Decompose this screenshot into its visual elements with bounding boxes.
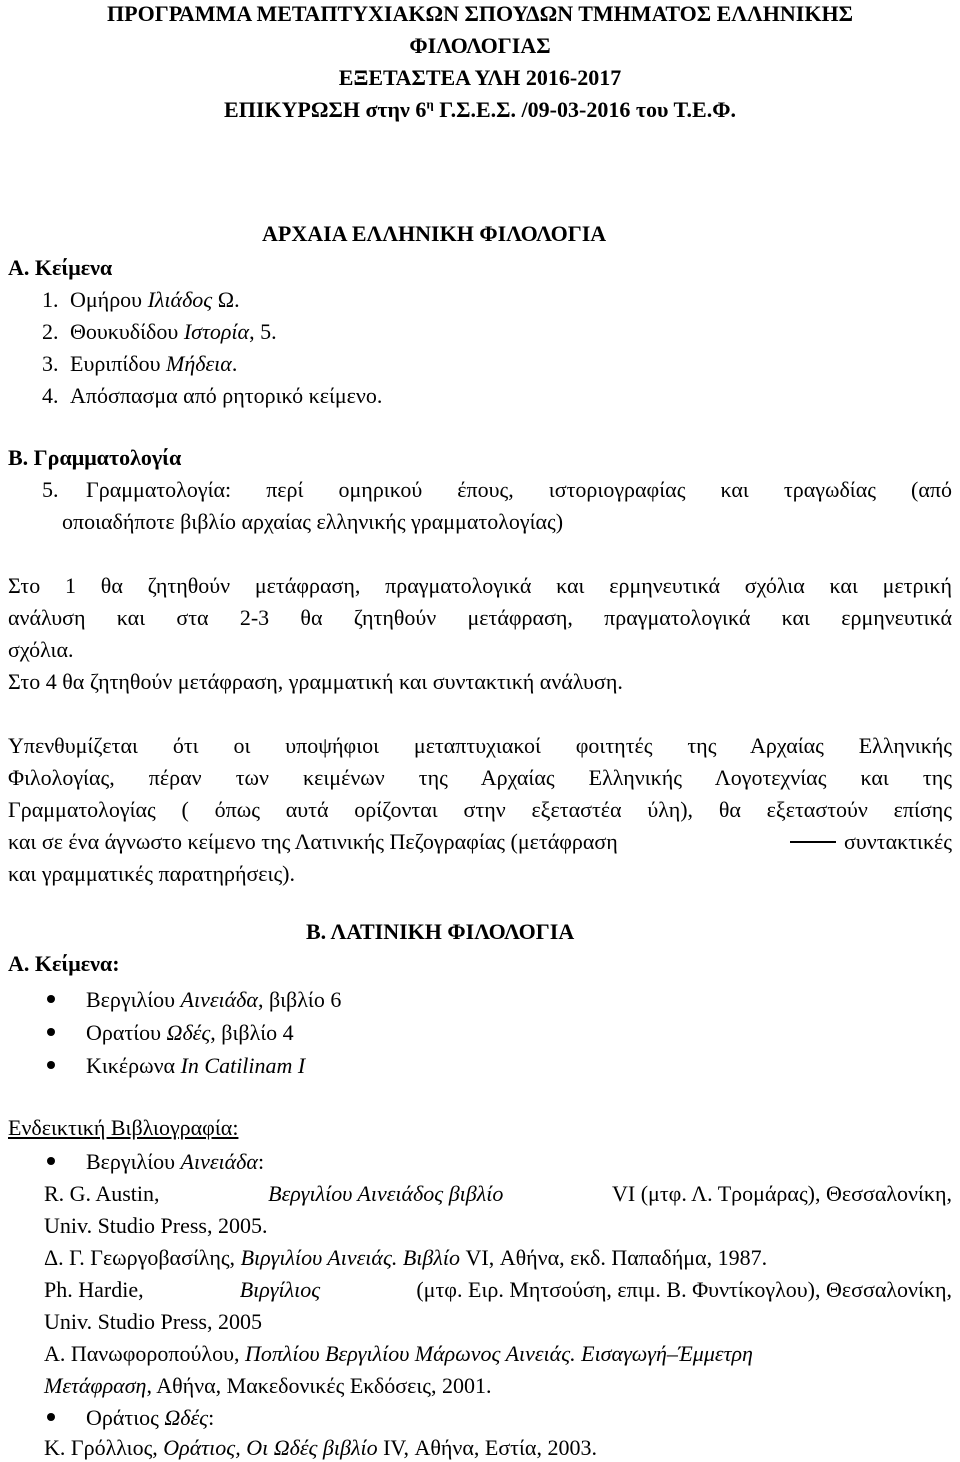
bibliography-heading: Ενδεικτική Βιβλιογραφία: [8,1115,239,1140]
paragraph-2-line-1: Στο 4 θα ζητηθούν μετάφραση, γραμματική και συντακτική ανάλυση. [8,669,623,694]
ref-title: Βιργίλιος [239,1277,321,1302]
ref-title: Βεργιλίου Αινειάδος βιβλίο [268,1181,504,1206]
item-author: Κικέρωνα [86,1053,181,1078]
item-number: 1. [42,287,59,312]
ancient-text-item [42,286,240,314]
header-line-4-part-b: Γ.Σ.Ε.Σ. /09-03-2016 του Τ.Ε.Φ. [433,97,736,122]
group-work: Αινειάδα [180,1149,258,1174]
paragraph-3-line-2: Φιλολογίας, πέραν των κειμένων της Αρχαίας Ελληνικής Λογοτεχνίας και της [8,765,952,790]
reference-4-line-2 [44,1372,491,1400]
paragraph-3-line-3: Γραμματολογίας ( όπως αυτά ορίζονται στην εξεταστέα ύλη), θα εξεταστούν επίσης [8,797,952,822]
ancient-texts-heading: Α. Κείμενα [8,255,113,280]
ref-title: Βιργιλίου Αινειάς. Βιβλίο [240,1245,461,1270]
item-rest: , 5. [249,319,277,344]
ref-details: VI, Αθήνα, εκδ. Παπαδήμα, 1987. [460,1245,768,1270]
reference-2 [44,1244,767,1272]
literature-line-1: Γραμματολογία: περί ομηρικού έπους, ιστοριογραφίας και τραγωδίας (από [86,477,952,502]
ancient-section-title: ΑΡΧΑΙΑ ΕΛΛΗΝΙΚΗ ΦΙΛΟΛΟΓΙΑ [262,221,607,246]
header-line-3: ΕΞΕΤΑΣΤΕΑ ΥΛΗ 2016-2017 [338,65,622,90]
group-author: Βεργιλίου [86,1149,181,1174]
ref-title-cont: Μετάφραση [44,1373,147,1398]
ref-author: Δ. Γ. Γεωργοβασίλης, [44,1245,241,1270]
paragraph-3-line-4 [8,828,952,856]
paragraph-1-line-1: Στο 1 θα ζητηθούν μετάφραση, πραγματολογικά και ερμηνευτικά σχόλια και μετρική [8,573,952,598]
item-number: 2. [42,319,59,344]
paragraph-3-line-4-tail [782,828,952,856]
literature-number: 5. [42,477,59,502]
ref-title: Οράτιος, Οι Ωδές βιβλίο [163,1435,378,1460]
ref-details: VI (μτφ. Λ. Τρομάρας), Θεσσαλονίκη, [611,1181,952,1206]
bullet-icon [47,1028,55,1036]
paragraph-1-line-2: ανάλυση και στα 2-3 θα ζητηθούν μετάφραση, πραγματολογικά και ερμηνευτικά [8,605,952,630]
reference-1-line-2: Univ. Studio Press, 2005. [44,1213,268,1238]
latin-section-title: Β. ΛΑΤΙΝΙΚΗ ΦΙΛΟΛΟΓΙΑ [306,919,575,944]
ref-details: , Αθήνα, Μακεδονικές Εκδόσεις, 2001. [146,1373,492,1398]
latin-text-item [86,1019,294,1047]
group-author: Οράτιος [86,1405,165,1430]
item-number: 3. [42,351,59,376]
item-work: In Catilinam I [180,1053,306,1078]
ref-author: Α. Πανωφοροπούλου, [44,1341,245,1366]
literature-heading: Β. Γραμματολογία [8,445,182,470]
ancient-text-item [42,382,382,410]
item-work: Μήδεια [166,351,232,376]
item-rest: , βιβλίο 6 [257,987,342,1012]
item-author: Απόσπασμα από ρητορικό κείμενο. [70,383,383,408]
bibliography-group-odes [86,1404,214,1432]
group-rest: : [208,1405,215,1430]
header-line-4 [0,96,960,124]
group-work: Ωδές [164,1405,209,1430]
header-line-1: ΠΡΟΓΡΑΜΜΑ ΜΕΤΑΠΤΥΧΙΑΚΩΝ ΣΠΟΥΔΩΝ ΤΜΗΜΑΤΟΣ ΕΛΛΗΝΙΚΗΣ [107,1,853,26]
paragraph-3-line-4-part-b: συντακτικές [844,829,952,854]
group-rest: : [257,1149,265,1174]
item-number: 4. [42,383,59,408]
ancient-text-item [42,318,277,346]
bullet-icon [47,1413,55,1421]
latin-text-item [86,1052,305,1080]
ref-author: R. G. Austin, [44,1181,160,1206]
ref-author: Κ. Γρόλλιος, [44,1435,164,1460]
ref-details: IV, Αθήνα, Εστία, 2003. [377,1435,597,1460]
item-work: Ιλιάδος [147,287,213,312]
literature-line-2: οποιαδήποτε βιβλίο αρχαίας ελληνικής γραμματολογίας) [62,509,564,534]
bullet-icon [47,1061,55,1069]
item-author: Ορατίου [86,1020,167,1045]
item-author: Ευριπίδου [70,351,167,376]
bibliography-group-aeneid [86,1148,264,1176]
item-rest: Ω. [212,287,240,312]
item-rest: . [231,351,238,376]
ref-details: (μτφ. Ειρ. Μητσούση, επιμ. Β. Φυντίκογλου), Θεσσαλονίκη, [416,1277,952,1302]
reference-1-line-1 [44,1180,952,1208]
item-author: Ομήρου [70,287,148,312]
bullet-icon [47,1157,55,1165]
ref-author: Ph. Hardie, [44,1277,144,1302]
bullet-icon [47,995,55,1003]
item-work: Ιστορία [183,319,250,344]
item-work: Ωδές [166,1020,211,1045]
header-line-2: ΦΙΛΟΛΟΓΙΑΣ [409,33,551,58]
header-line-4-superscript: η [426,96,434,112]
latin-texts-heading: Α. Κείμενα: [8,951,120,976]
reference-5 [44,1434,597,1462]
paragraph-1-line-3: σχόλια. [8,637,74,662]
paragraph-3-line-4-part-a: και σε ένα άγνωστο κείμενο της Λατινικής Πεζογραφίας (μετάφραση [8,829,618,854]
ancient-text-item [42,350,237,378]
reference-4-line-1 [44,1340,753,1368]
item-work: Αινειάδα [180,987,258,1012]
latin-text-item [86,986,341,1014]
paragraph-3-line-1: Υπενθυμίζεται ότι οι υποψήφιοι μεταπτυχιακοί φοιτητές της Αρχαίας Ελληνικής [8,733,952,758]
item-author: Θουκυδίδου [70,319,184,344]
ref-title: Ποπλίου Βεργιλίου Μάρωνος Αινειάς. Εισαγωγή–Έμμετρη [244,1341,753,1366]
reference-3-line-1 [44,1276,952,1304]
item-rest: , βιβλίο 4 [210,1020,294,1045]
dash-rule [790,841,836,843]
reference-3-line-2: Univ. Studio Press, 2005 [44,1309,262,1334]
paragraph-3-line-5: και γραμματικές παρατηρήσεις). [8,861,295,886]
header-line-4-part-a: ΕΠΙΚΥΡΩΣΗ στην 6 [224,97,427,122]
item-author: Βεργιλίου [86,987,181,1012]
